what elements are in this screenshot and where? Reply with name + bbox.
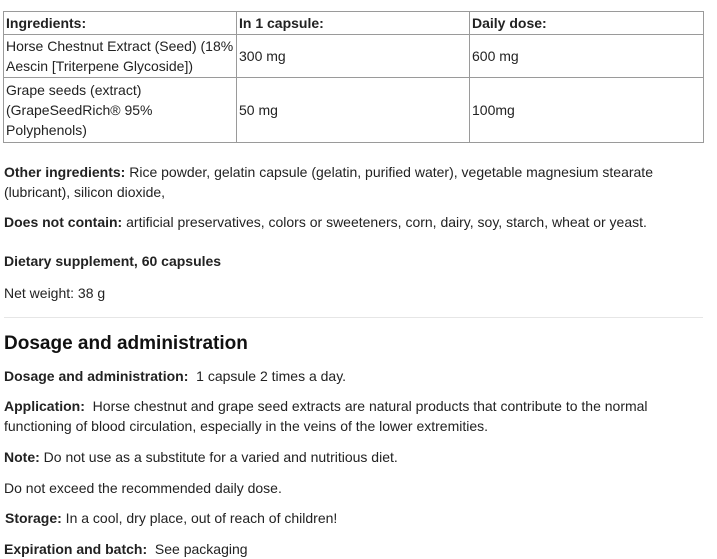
ingredient-per-capsule: 300 mg: [237, 35, 470, 78]
storage-text: In a cool, dry place, out of reach of children!: [61, 510, 338, 526]
note-text: Do not use as a substitute for a varied and nutritious diet.: [39, 449, 398, 465]
note-line: [4, 447, 398, 467]
do-not-exceed: Do not exceed the recommended daily dose.: [4, 480, 282, 496]
net-weight: Net weight: 38 g: [4, 285, 106, 301]
section-title: Dosage and administration: [4, 333, 248, 354]
header-daily-dose: Daily dose:: [470, 12, 704, 35]
application-label: Application:: [4, 398, 85, 414]
storage-line: [5, 508, 337, 528]
does-not-contain-label: Does not contain:: [4, 214, 123, 230]
does-not-contain: [4, 212, 647, 232]
expiration-text: See packaging: [147, 541, 248, 557]
application-text: Horse chestnut and grape seed extracts are natural products that contribute to the normal functioning of blood circulation, especially in the veins of the lower extremities.: [4, 398, 652, 434]
expiration-line: [4, 539, 248, 559]
dosage-label: Dosage and administration:: [4, 368, 189, 384]
storage-label: Storage:: [5, 510, 62, 526]
note-label: Note:: [4, 449, 40, 465]
application-paragraph: [4, 396, 684, 436]
expiration-label: Expiration and batch:: [4, 541, 148, 557]
header-per-capsule: In 1 capsule:: [237, 12, 470, 35]
does-not-contain-text: artificial preservatives, colors or sweeteners, corn, dairy, soy, starch, wheat or yeast.: [122, 214, 647, 230]
ingredients-table: [3, 11, 704, 143]
table-row: [4, 35, 704, 78]
other-ingredients: [4, 162, 694, 202]
dosage-text: 1 capsule 2 times a day.: [188, 368, 347, 384]
ingredient-daily-dose: 600 mg: [470, 35, 704, 78]
ingredient-per-capsule: 50 mg: [237, 78, 470, 143]
ingredient-daily-dose: 100mg: [470, 78, 704, 143]
supplement-line: Dietary supplement, 60 capsules: [4, 253, 222, 269]
other-ingredients-label: Other ingredients:: [4, 164, 126, 180]
dosage-line: [4, 366, 346, 386]
ingredient-name: Grape seeds (extract) (GrapeSeedRich® 95% Polyphenols): [4, 78, 237, 143]
table-row: [4, 78, 704, 143]
ingredient-name: Horse Chestnut Extract (Seed) (18% Aescin [Triterpene Glycoside]): [4, 35, 237, 78]
header-ingredients: Ingredients:: [4, 12, 237, 35]
section-divider: [4, 317, 703, 318]
table-header-row: [4, 12, 704, 35]
other-ingredients-text: Rice powder, gelatin capsule (gelatin, purified water), vegetable magnesium stearate (lubricant), silicon dioxide,: [4, 164, 653, 200]
